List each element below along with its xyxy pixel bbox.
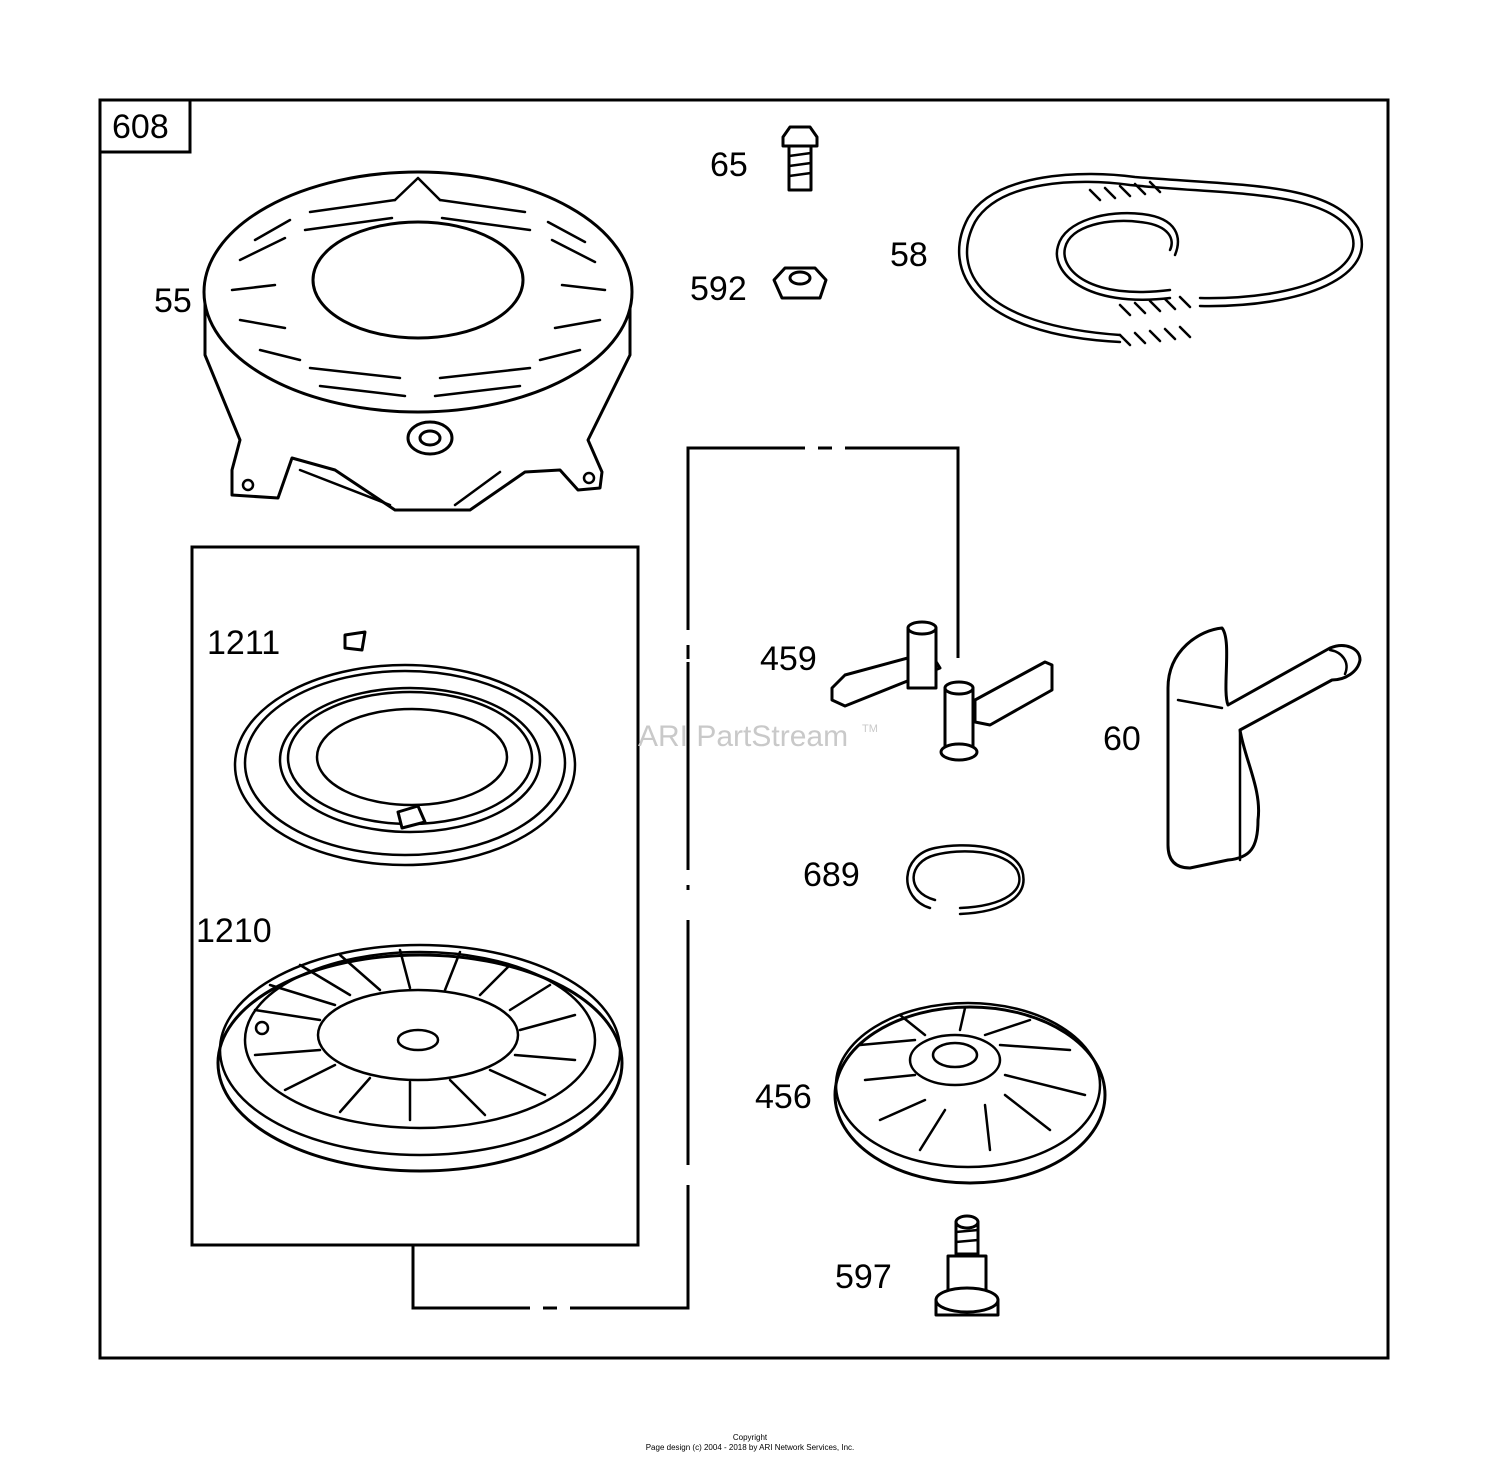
nut-part[interactable] bbox=[774, 268, 826, 298]
pulley-part[interactable] bbox=[218, 945, 622, 1171]
recoil-housing-part[interactable] bbox=[204, 172, 632, 510]
bolt-part[interactable] bbox=[783, 127, 817, 190]
callout-689: 689 bbox=[803, 856, 860, 894]
pawl-part[interactable] bbox=[832, 622, 1052, 760]
group-label: 608 bbox=[112, 108, 169, 146]
starter-handle-part[interactable] bbox=[1168, 628, 1360, 868]
callout-65: 65 bbox=[710, 146, 748, 184]
callout-456: 456 bbox=[755, 1078, 812, 1116]
footer-copyright: Copyright bbox=[732, 1433, 768, 1442]
screw-part[interactable] bbox=[936, 1216, 998, 1315]
callout-592: 592 bbox=[690, 270, 747, 308]
callout-1211: 1211 bbox=[207, 624, 281, 662]
callout-1210: 1210 bbox=[196, 912, 272, 950]
callout-597: 597 bbox=[835, 1258, 892, 1296]
callout-459: 459 bbox=[760, 640, 817, 678]
retaining-ring-part[interactable] bbox=[907, 845, 1023, 914]
starter-rope-part[interactable] bbox=[959, 174, 1362, 345]
recoil-spring-part[interactable] bbox=[235, 632, 575, 865]
callout-60: 60 bbox=[1103, 720, 1141, 758]
watermark: ARI PartStream bbox=[638, 720, 849, 753]
callout-55: 55 bbox=[154, 282, 192, 320]
ratchet-part[interactable] bbox=[835, 1003, 1105, 1183]
watermark-tm: TM bbox=[862, 723, 878, 735]
callout-58: 58 bbox=[890, 236, 928, 274]
connector-lines bbox=[413, 448, 958, 1308]
footer-page-design: Page design (c) 2004 - 2018 by ARI Network Services, Inc. bbox=[645, 1443, 855, 1452]
